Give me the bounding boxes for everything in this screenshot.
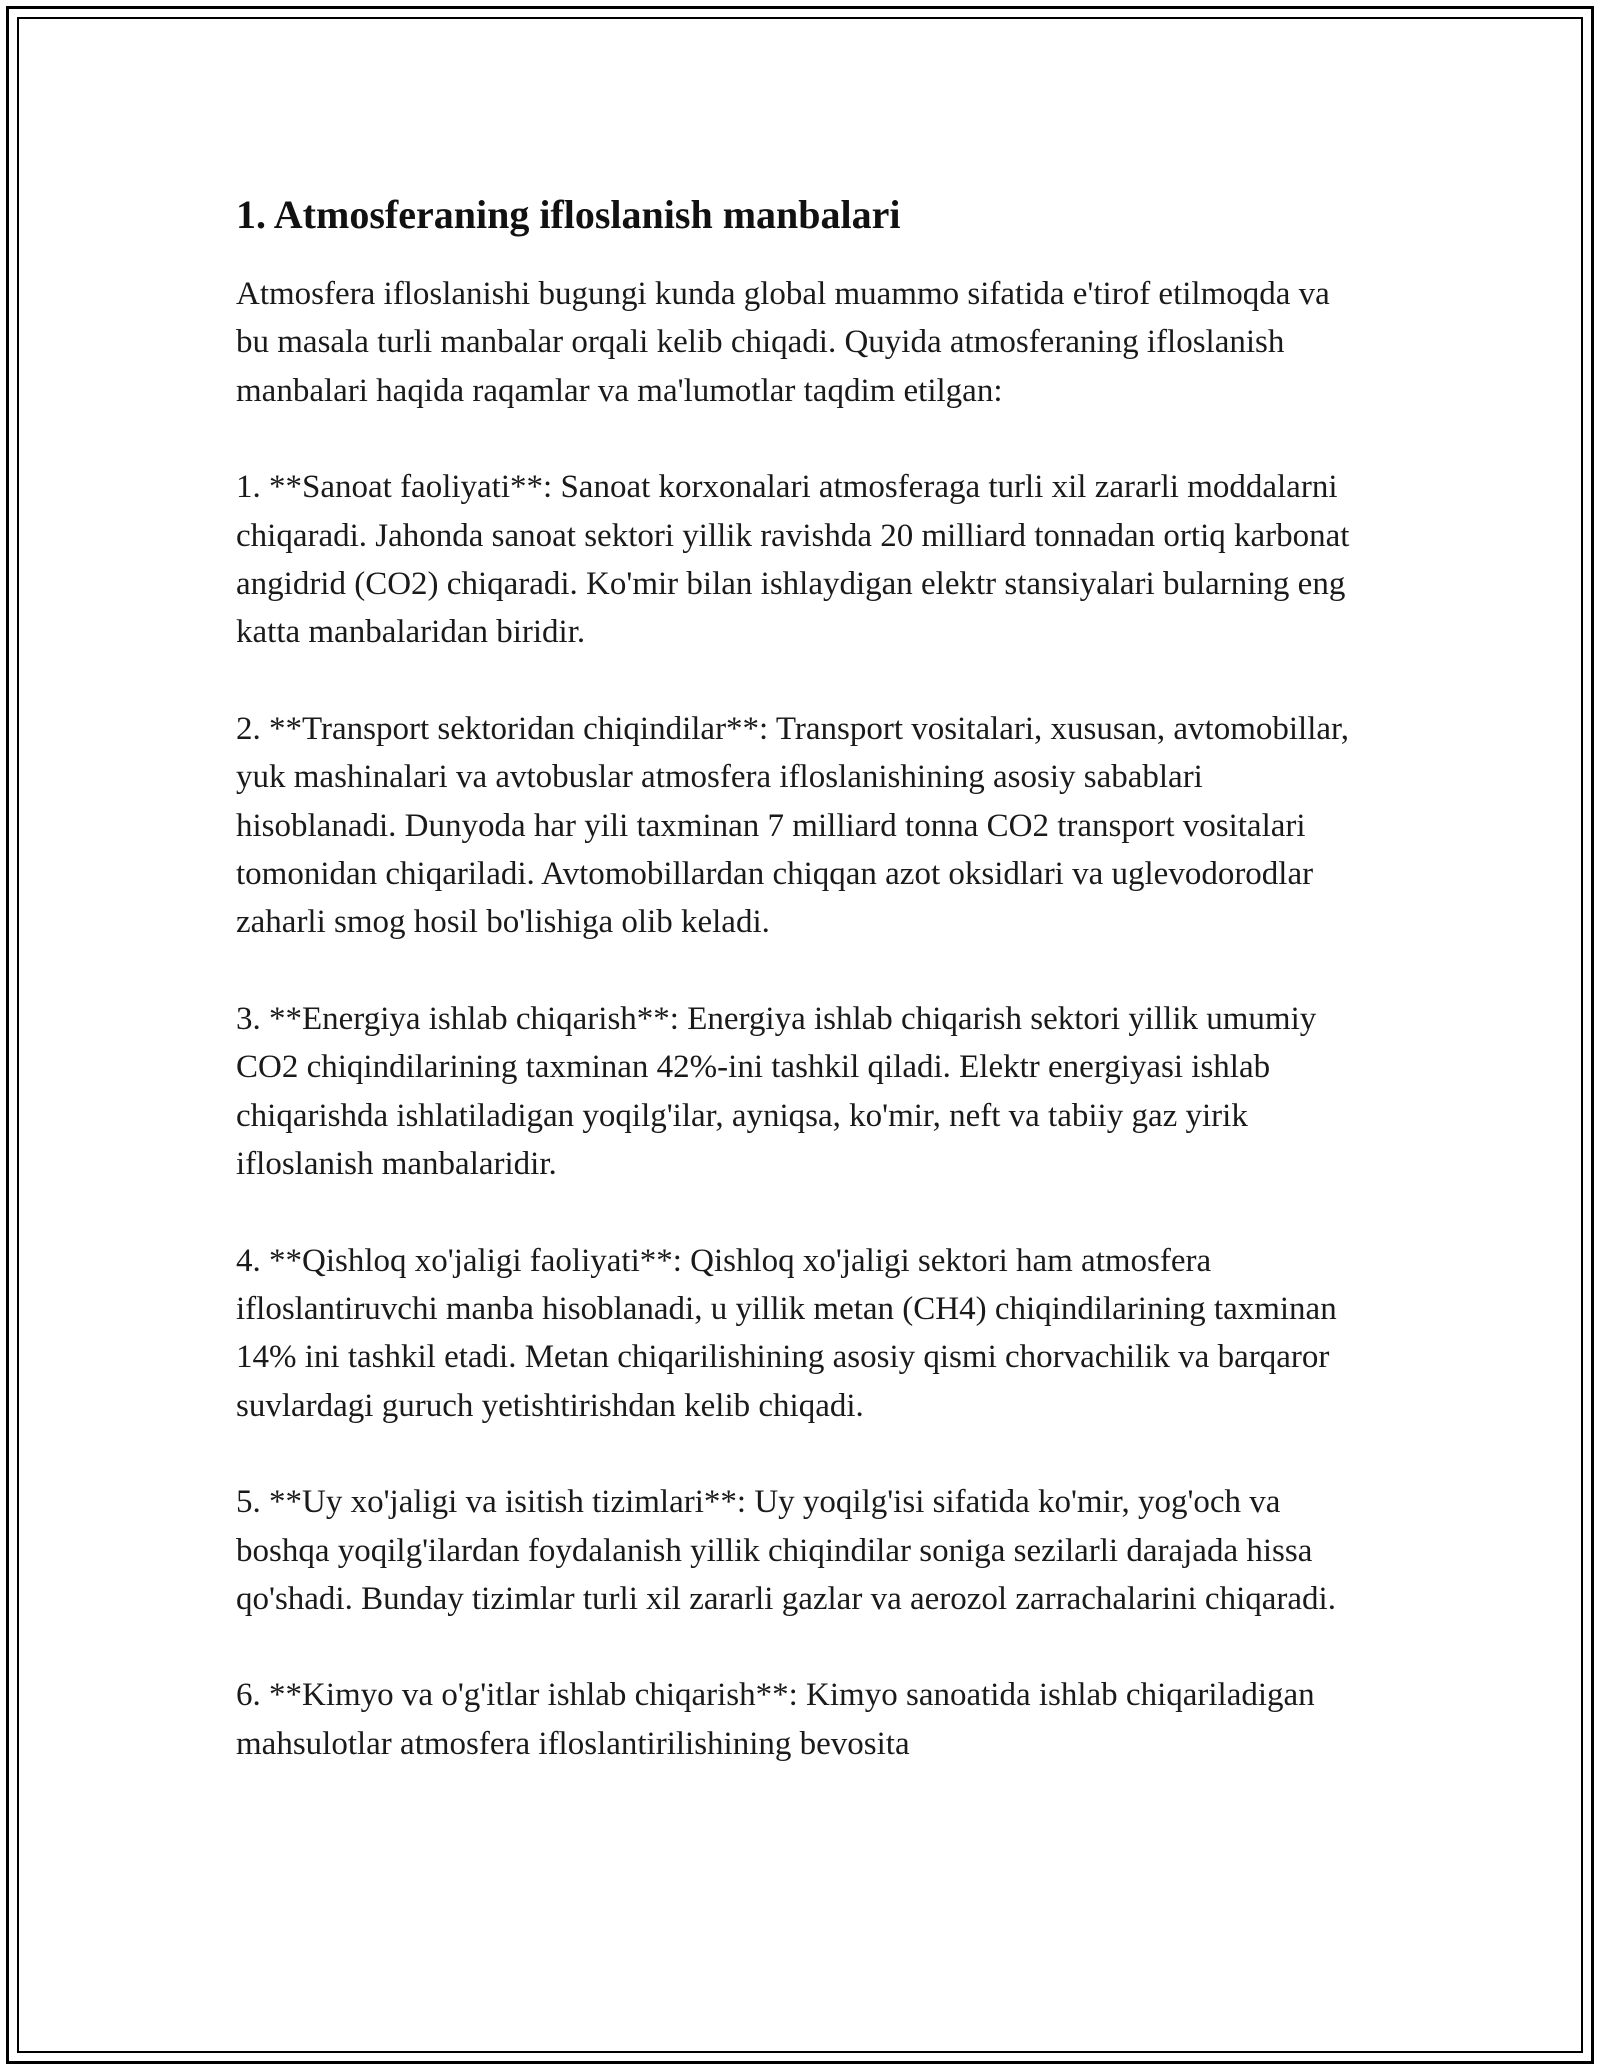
paragraph-transport: 2. **Transport sektoridan chiqindilar**: Transport vositalari, xususan, avtomobillar, yuk mashinalari va avtobuslar atmosfera ifloslanishining asosiy sabablari hisoblanadi. Dunyoda har yili taxminan 7 milliard tonna CO2 transport vositalari tomonidan chiqariladi. Avtomobillardan chiqqan azot oksidlari va uglevodorodlar zaharli smog hosil bo'lishiga olib keladi. — [236, 710, 1349, 941]
paragraph-agriculture: 4. **Qishloq xo'jaligi faoliyati**: Qishloq xo'jaligi sektori ham atmosfera ifloslantiruvchi manba hisoblanadi, u yillik metan (CH4) chiqindilarining taxminan 14% ini tashkil etadi. Metan chiqarilishining asosiy qismi chorvachilik va barqaror suvlardagi guruch yetishtirishdan kelib chiqadi. — [236, 1242, 1337, 1424]
paragraph-industry: 1. **Sanoat faoliyati**: Sanoat korxonalari atmosferaga turli xil zararli moddalarni chiqaradi. Jahonda sanoat sektori yillik ravishda 20 milliard tonnadan ortiq karbonat angidrid (CO2) chiqaradi. Ko'mir bilan ishlaydigan elektr stansiyalari bularning eng katta manbalaridan biridir. — [236, 469, 1350, 651]
paragraph-energy: 3. **Energiya ishlab chiqarish**: Energiya ishlab chiqarish sektori yillik umumiy CO2 chiqindilarining taxminan 42%-ini tashkil qiladi. Elektr energiyasi ishlab chiqarishda ishlatiladigan yoqilg'ilar, ayniqsa, ko'mir, neft va tabiiy gaz yirik ifloslanish manbalaridir. — [236, 1000, 1317, 1183]
paragraph-chemicals-fertilizers: 6. **Kimyo va o'g'itlar ishlab chiqarish**: Kimyo sanoatida ishlab chiqariladigan mahsulotlar atmosfera ifloslantirilishining bevosita — [236, 1677, 1315, 1762]
intro-paragraph: Atmosfera ifloslanishi bugungi kunda global muammo sifatida e'tirof etilmoqda va bu masala turli manbalar orqali kelib chiqadi. Quyida atmosferaning ifloslanish manbalari haqida raqamlar va ma'lumotlar taqdim etilgan: — [236, 276, 1330, 409]
section-heading: 1. Atmosferaning ifloslanish manbalari — [236, 192, 901, 237]
paragraph-household-heating: 5. **Uy xo'jaligi va isitish tizimlari**: Uy yoqilg'isi sifatida ko'mir, yog'och va boshqa yoqilg'ilardan foydalanish yillik chiqindilar soniga sezilarli darajada hissa qo'shadi. Bunday tizimlar turli xil zararli gazlar va aerozol zarrachalarini chiqaradi. — [236, 1484, 1336, 1617]
document-body — [236, 190, 1366, 1816]
